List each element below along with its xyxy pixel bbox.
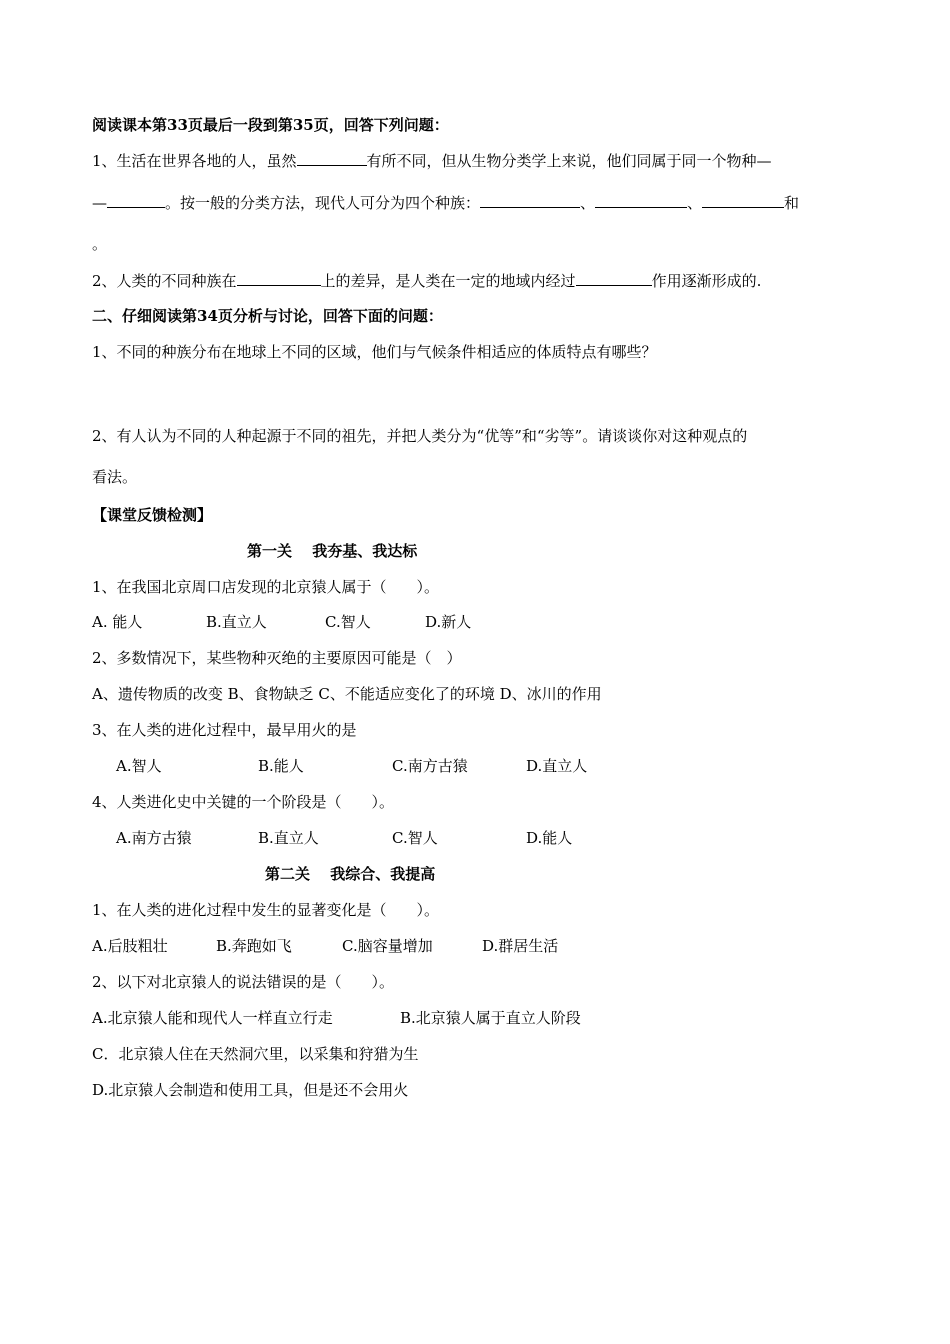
level1-question-4: 4、人类进化史中关键的一个阶段是（ ）。 <box>92 793 395 811</box>
answer-blank[interactable] <box>107 192 165 208</box>
answer-blank[interactable] <box>297 150 367 166</box>
option-a[interactable]: A.后肢粗壮 <box>92 937 168 955</box>
question-2 <box>92 270 761 291</box>
question-1-line1 <box>92 150 772 171</box>
level2-title: 第二关 我综合、我提高 <box>265 865 436 883</box>
option-d[interactable]: D.群居生活 <box>482 937 559 955</box>
option-d[interactable]: D.能人 <box>526 829 573 847</box>
question-1-line3: 。 <box>92 235 108 253</box>
answer-blank[interactable] <box>237 270 321 286</box>
answer-blank[interactable] <box>576 270 652 286</box>
text: — <box>92 194 107 212</box>
text: 和 <box>784 194 800 212</box>
option-c[interactable]: C.南方古猿 <box>392 757 468 775</box>
option-b[interactable]: B.奔跑如飞 <box>216 937 292 955</box>
answer-blank[interactable] <box>595 192 687 208</box>
text: 有所不同，但从生物分类学上来说，他们同属于同一个物种— <box>366 152 772 170</box>
section2-question-2-line1: 2、有人认为不同的人种起源于不同的祖先，并把人类分为“优等”和“劣等”。请谈谈你对这种观点的 <box>92 427 748 445</box>
option-c[interactable]: C.脑容量增加 <box>342 937 433 955</box>
section2-question-2-line2: 看法。 <box>92 468 138 486</box>
option-b[interactable]: B.能人 <box>258 757 304 775</box>
level1-question-1: 1、在我国北京周口店发现的北京猿人属于（ ）。 <box>92 578 440 596</box>
option-a[interactable]: A.智人 <box>116 757 162 775</box>
text: 作用逐渐形成的. <box>651 272 762 290</box>
option-a[interactable]: A.北京猿人能和现代人一样直立行走 <box>92 1009 333 1027</box>
section1-title: 阅读课本第33页最后一段到第35页，回答下列问题： <box>92 116 449 134</box>
text: 。按一般的分类方法，现代人可分为四个种族： <box>165 194 481 212</box>
option-b[interactable]: B.北京猿人属于直立人阶段 <box>400 1009 581 1027</box>
level1-question-2: 2、多数情况下，某些物种灭绝的主要原因可能是（ ） <box>92 649 462 667</box>
feedback-title: 【课堂反馈检测】 <box>92 506 213 524</box>
text: 上的差异，是人类在一定的地域内经过 <box>320 272 576 290</box>
option-c[interactable]: C.智人 <box>325 613 371 631</box>
option-a[interactable]: A. 能人 <box>92 613 143 631</box>
level1-title: 第一关 我夯基、我达标 <box>247 542 418 560</box>
answer-blank[interactable] <box>480 192 580 208</box>
option-c[interactable]: C.智人 <box>392 829 438 847</box>
option-a[interactable]: A.南方古猿 <box>116 829 192 847</box>
text: 、 <box>687 194 703 212</box>
option-c[interactable]: C．北京猿人住在天然洞穴里，以采集和狩猎为生 <box>92 1045 419 1063</box>
option-d[interactable]: D.北京猿人会制造和使用工具，但是还不会用火 <box>92 1081 409 1099</box>
level1-question-2-options: A、遗传物质的改变 B、食物缺乏 C、不能适应变化了的环境 D、冰川的作用 <box>92 685 602 703</box>
level2-question-1: 1、在人类的进化过程中发生的显著变化是（ ）。 <box>92 901 440 919</box>
question-1-line2 <box>92 192 799 213</box>
option-d[interactable]: D.直立人 <box>526 757 588 775</box>
text: 2、人类的不同种族在 <box>92 272 237 290</box>
answer-blank[interactable] <box>702 192 784 208</box>
text: 1、生活在世界各地的人，虽然 <box>92 152 297 170</box>
level2-question-2: 2、以下对北京猿人的说法错误的是（ ）。 <box>92 973 395 991</box>
option-d[interactable]: D.新人 <box>425 613 472 631</box>
section2-title: 二、仔细阅读第34页分析与讨论，回答下面的问题： <box>92 307 443 325</box>
section2-question-1: 1、不同的种族分布在地球上不同的区域，他们与气候条件相适应的体质特点有哪些？ <box>92 343 657 361</box>
text: 、 <box>580 194 596 212</box>
option-b[interactable]: B.直立人 <box>258 829 319 847</box>
option-b[interactable]: B.直立人 <box>206 613 267 631</box>
level1-question-3: 3、在人类的进化过程中，最早用火的是 <box>92 721 357 739</box>
